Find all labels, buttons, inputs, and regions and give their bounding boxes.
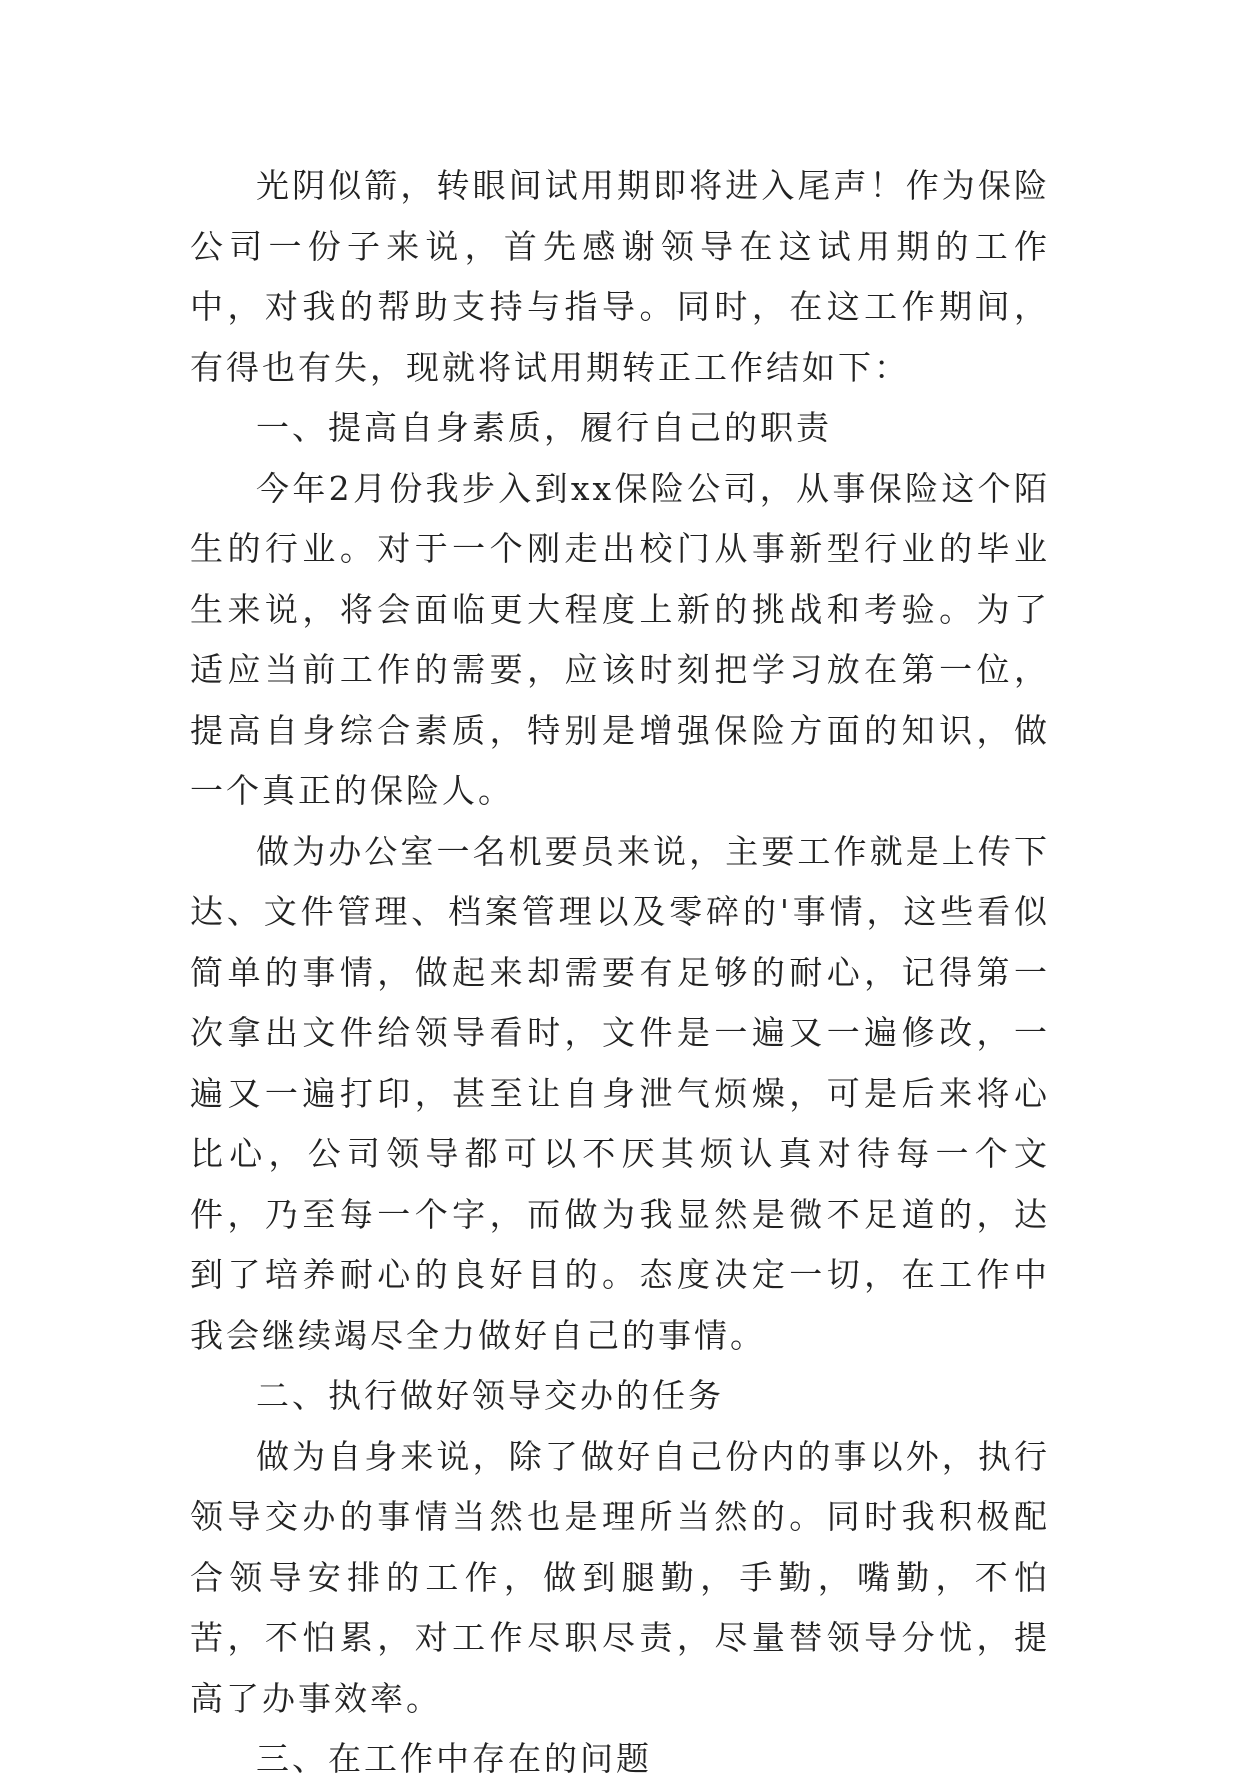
paragraph-section-2: 做为自身来说，除了做好自己份内的事以外，执行领导交办的事情当然也是理所当然的。同时我积极配合领导安排的工作，做到腿勤，手勤，嘴勤，不怕苦，不怕累，对工作尽职尽责，尽量替领导分忧，提高了办事效率。: [190, 1436, 1050, 1718]
paragraph-intro: 光阴似箭，转眼间试用期即将进入尾声！作为保险公司一份子来说，首先感谢领导在这试用期的工作中，对我的帮助支持与指导。同时，在这工作期间，有得也有失，现就将试用期转正工作结如下：: [190, 166, 1050, 387]
paragraph-section-1-a: 今年2月份我步入到xx保险公司，从事保险这个陌生的行业。对于一个刚走出校门从事新型行业的毕业生来说，将会面临更大程度上新的挑战和考验。为了适应当前工作的需要，应该时刻把学习放在第一位，提高自身综合素质，特别是增强保险方面的知识，做一个真正的保险人。: [190, 468, 1050, 810]
heading-section-3: 三、在工作中存在的问题: [256, 1739, 652, 1778]
heading-section-2: 二、执行做好领导交办的任务: [256, 1376, 724, 1415]
heading-section-1: 一、提高自身素质，履行自己的职责: [256, 408, 832, 447]
document-body: [190, 156, 1050, 1790]
paragraph-section-1-b: 做为办公室一名机要员来说，主要工作就是上传下达、文件管理、档案管理以及零碎的'事情，这些看似简单的事情，做起来却需要有足够的耐心，记得第一次拿出文件给领导看时，文件是一遍又一遍修改，一遍又一遍打印，甚至让自身泄气烦燥，可是后来将心比心，公司领导都可以不厌其烦认真对待每一个文件，乃至每一个字，而做为我显然是微不足道的，达到了培养耐心的良好目的。态度决定一切，在工作中我会继续竭尽全力做好自己的事情。: [190, 831, 1050, 1355]
